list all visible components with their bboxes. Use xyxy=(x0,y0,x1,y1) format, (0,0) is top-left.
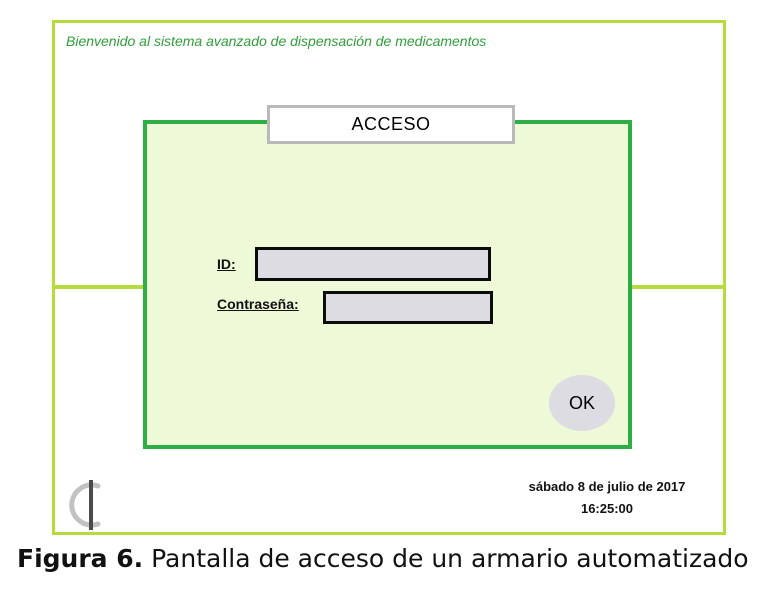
id-label: ID: xyxy=(217,256,236,272)
welcome-message: Bienvenido al sistema avanzado de dispensación de medicamentos xyxy=(66,33,487,49)
password-field[interactable] xyxy=(323,291,493,324)
figure-label: Figura 6. xyxy=(17,544,144,573)
figure-caption xyxy=(17,544,749,573)
login-title: ACCESO xyxy=(351,114,431,134)
password-label: Contraseña: xyxy=(217,296,299,312)
left-connector-line xyxy=(52,285,144,289)
datetime-display xyxy=(500,476,714,520)
right-connector-line xyxy=(630,285,726,289)
figure-caption-text: Pantalla de acceso de un armario automatizado xyxy=(143,544,749,573)
time-text: 16:25:00 xyxy=(580,501,634,516)
date-text: sábado 8 de julio de 2017 xyxy=(528,479,686,494)
id-field[interactable] xyxy=(255,247,491,281)
c-bar-logo-icon xyxy=(68,478,112,532)
ok-button[interactable]: OK xyxy=(549,375,615,431)
login-title-box xyxy=(267,105,515,144)
